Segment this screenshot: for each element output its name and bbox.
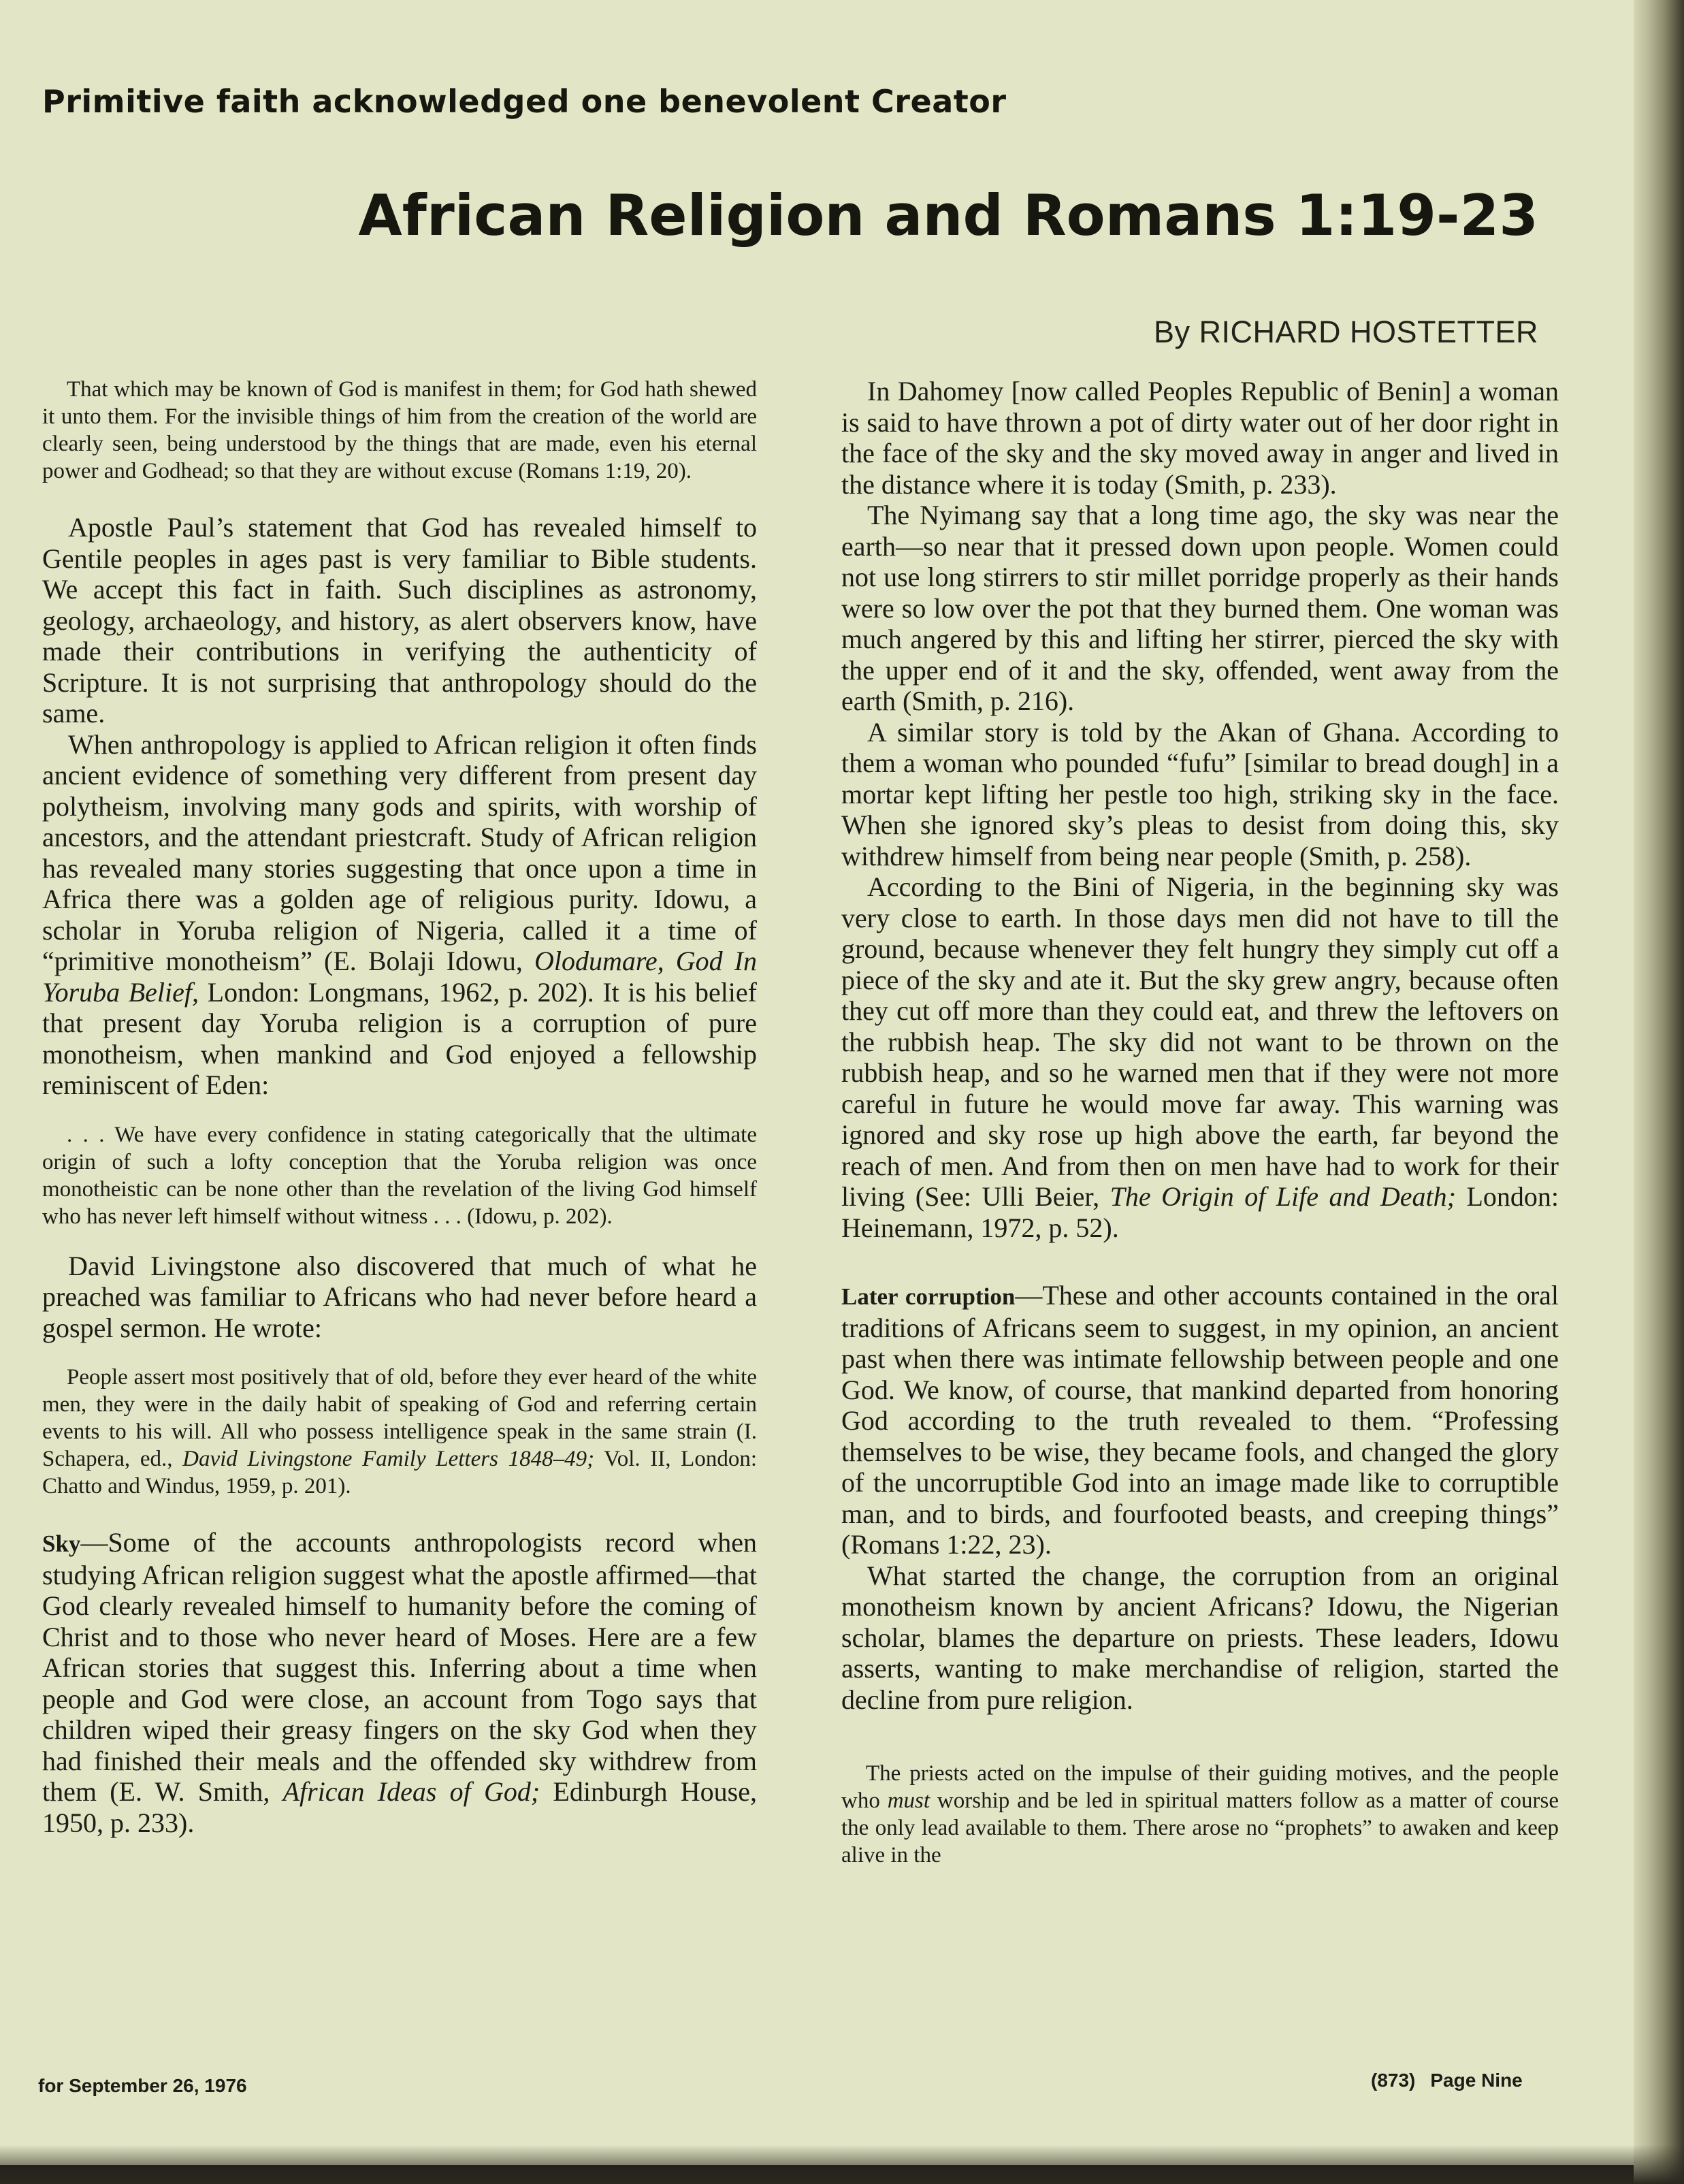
page-stack-edge	[1634, 0, 1684, 2184]
book-title: The Origin of Life and Death;	[1110, 1181, 1456, 1212]
paragraph: When anthropology is applied to African religion it often finds ancient evidence of something very different from present day polytheism, involving many gods and spirits, with worship of ancestors, and the attendant priestcraft. Study of African religion has revealed many stories suggesting that once upon a time in Africa there was a golden age of religious purity. Idowu, a scholar in Yoruba religion of Nigeria, called it a time of “primitive monotheism” (E. Bolaji Idowu, Olodumare, God In Yoruba Belief, London: Longmans, 1962, p. 202). It is his belief that present day Yoruba religion is a corruption of pure monotheism, when mankind and God enjoyed a fellowship reminiscent of Eden:	[42, 728, 757, 1100]
block-quote: The priests acted on the impulse of their guiding motives, and the people who must worship and be led in spiritual matters follow as a matter of course the only lead available to them. There arose no “prophets” to awaken and keep alive in the	[841, 1761, 1559, 1867]
book-title: Olodumare, God In Yoruba Belief,	[42, 946, 757, 1008]
section-paragraph: Later corruption—These and other accounts contained in the oral traditions of Africans seem to suggest, in my opinion, an ancient past when there was intimate fellowship between people and one God. We know, of course, that mankind departed from honoring God according to the truth revealed to them. “Professing themselves to be wise, they became fools, and changed the glory of the uncorruptible God into an image made like to corruptible man, and to birds, and fourfooted beasts, and creeping things” (Romans 1:22, 23).	[841, 1280, 1559, 1560]
emphasis: must	[887, 1788, 930, 1813]
section-paragraph: Sky—Some of the accounts anthropologists record when studying African religion suggest what the apostle affirmed—that God clearly revealed himself to humanity before the coming of Christ and to those who never heard of Moses. Here are a few African stories that suggest this. Inferring about a time when people and God were close, an account from Togo says that children wiped their greasy fingers on the sky God when they had finished their meals and the offended sky withdrew from them (E. W. Smith, African Ideas of God; Edinburgh House, 1950, p. 233).	[42, 1527, 757, 1838]
paragraph: The Nyimang say that a long time ago, the sky was near the earth—so near that it pressed down upon people. Women could not use long stirrers to stir millet porridge properly as their hands were so low over the pot that they burned them. One woman was much angered by this and lifting her stirrer, pierced the sky with the upper end of it and the sky, offended, went away from the earth (Smith, p. 216).	[841, 500, 1559, 716]
paragraph: In Dahomey [now called Peoples Republic of Benin] a woman is said to have thrown a pot of dirty water out of her door right in the face of the sky and the sky moved away in anger and lived in the distance where it is today (Smith, p. 233).	[841, 376, 1559, 500]
section-lead: Sky	[42, 1530, 81, 1557]
paragraph: According to the Bini of Nigeria, in the beginning sky was very close to earth. In those days men did not have to till the ground, because whenever they felt hungry they simply cut off a piece of the sky and ate it. But the sky grew angry, because often they cut off more than they could eat, and threw the leftovers on the rubbish heap. The sky did not want to be thrown on the rubbish heap, and so he warned men that if they were not more careful in future he would move far away. This warning was ignored and sky rose up high above the earth, far beyond the reach of men. And from then on men have had to work for their living (See: Ulli Beier, The Origin of Life and Death; London: Heinemann, 1972, p. 52).	[841, 871, 1559, 1243]
section-lead: Later corruption	[841, 1283, 1016, 1310]
epigraph: That which may be known of God is manifest in them; for God hath shewed it unto them. For the invisible things of him from the creation of the world are clearly seen, being understood by the things that are made, even his eternal power and Godhead; so that they are without excuse (Romans 1:19, 20).	[42, 377, 757, 483]
paragraph: Apostle Paul’s statement that God has revealed himself to Gentile peoples in ages past is very familiar to Bible students. We accept this fact in faith. Such disciplines as astronomy, geology, archaeology, and history, as alert observers know, have made their contributions in verifying the authenticity of Scripture. It is not surprising that anthropology should do the same.	[42, 512, 757, 728]
left-column	[42, 376, 757, 1838]
kicker-heading: Primitive faith acknowledged one benevolent Creator	[42, 83, 1007, 120]
footer-date: for September 26, 1976	[38, 2075, 247, 2096]
book-title: David Livingstone Family Letters 1848–49;	[182, 1447, 595, 1471]
footer-page-number: (873) Page Nine	[1371, 2070, 1523, 2091]
article-title: African Religion and Romans 1:19-23	[358, 182, 1538, 248]
right-column	[841, 376, 1559, 1869]
book-title: African Ideas of God;	[282, 1776, 540, 1807]
bottom-shadow	[0, 2145, 1684, 2184]
paragraph: A similar story is told by the Akan of Ghana. According to them a woman who pounded “fufu” [similar to bread dough] in a mortar kept lifting her pestle too high, striking sky in the face. When she ignored sky’s pleas to desist from doing this, sky withdrew himself from being near people (Smith, p. 258).	[841, 716, 1559, 871]
paragraph: What started the change, the corruption from an original monotheism known by ancient Africans? Idowu, the Nigerian scholar, blames the departure on priests. These leaders, Idowu asserts, wanting to make merchandise of religion, started the decline from pure religion.	[841, 1560, 1559, 1715]
block-quote: . . . We have every confidence in stating categorically that the ultimate origin of such a lofty conception that the Yoruba religion was once monotheistic can be none other than the revelation of the living God himself who has never left himself without witness . . . (Idowu, p. 202).	[42, 1122, 757, 1229]
block-quote: People assert most positively that of old, before they ever heard of the white men, they were in the daily habit of speaking of God and referring certain events to his will. All who possess intelligence speak in the same strain (I. Schapera, ed., David Livingstone Family Letters 1848–49; Vol. II, London: Chatto and Windus, 1959, p. 201).	[42, 1365, 757, 1498]
byline: By RICHARD HOSTETTER	[1153, 315, 1538, 349]
paragraph: David Livingstone also discovered that much of what he preached was familiar to Africans who had never before heard a gospel sermon. He wrote:	[42, 1250, 757, 1343]
